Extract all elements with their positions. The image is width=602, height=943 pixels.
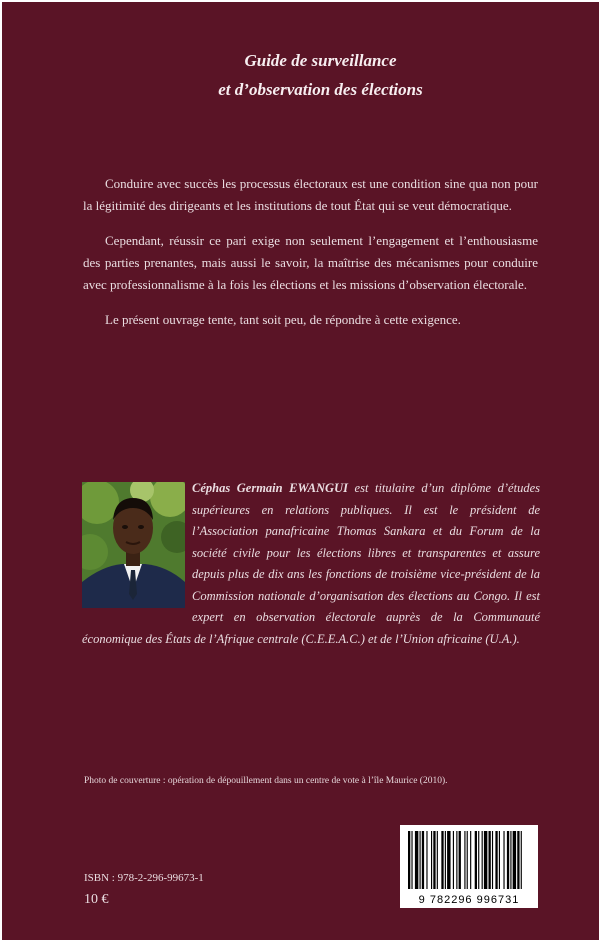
title-line-1: Guide de surveillance [244, 51, 397, 70]
summary-paragraph-2: Cependant, réussir ce pari exige non seulement l’engagement et l’enthousiasme des parties prenantes, mais aussi le savoir, la maîtrise des mécanismes pour conduire avec professionnalisme à la fois les élections et les missions d’observation électorale. [83, 233, 538, 292]
barcode [400, 825, 538, 908]
book-title [2, 46, 599, 104]
summary-paragraph-3: Le présent ouvrage tente, tant soit peu, de répondre à cette exigence. [105, 312, 461, 327]
author-name: Céphas Germain EWANGUI [192, 481, 348, 495]
author-bio-text: est titulaire d’un diplôme d’études supérieures en relations publiques. Il est le président de l’Association panafricaine Thomas Sankara et du Forum de la société civile pour les élections libres et transparentes et assure depuis plus de dix ans les fonctions de troisième vice-président de la Commission nationale d’organisation des élections au Congo. Il est expert en observation électorale auprès de la Communauté économique des États de l’Afrique centrale (C.E.E.A.C.) et de l’Union africaine (U.A.). [82, 481, 540, 646]
title-line-2: et d’observation des élections [218, 80, 423, 99]
photo-credit: Photo de couverture : opération de dépouillement dans un centre de vote à l’île Maurice (2010). [84, 776, 448, 786]
barcode-digits: 9 782296 996731 [418, 894, 520, 906]
barcode-bars [400, 825, 538, 895]
price: 10 € [84, 892, 109, 907]
summary-paragraph-1: Conduire avec succès les processus électoraux est une condition sine qua non pour la légitimité des dirigeants et les institutions de tout État qui se veut démocratique. [83, 176, 538, 213]
author-bio [82, 478, 540, 650]
isbn: ISBN : 978-2-296-99673-1 [84, 872, 204, 884]
summary-text [83, 173, 538, 344]
back-cover [2, 2, 599, 940]
